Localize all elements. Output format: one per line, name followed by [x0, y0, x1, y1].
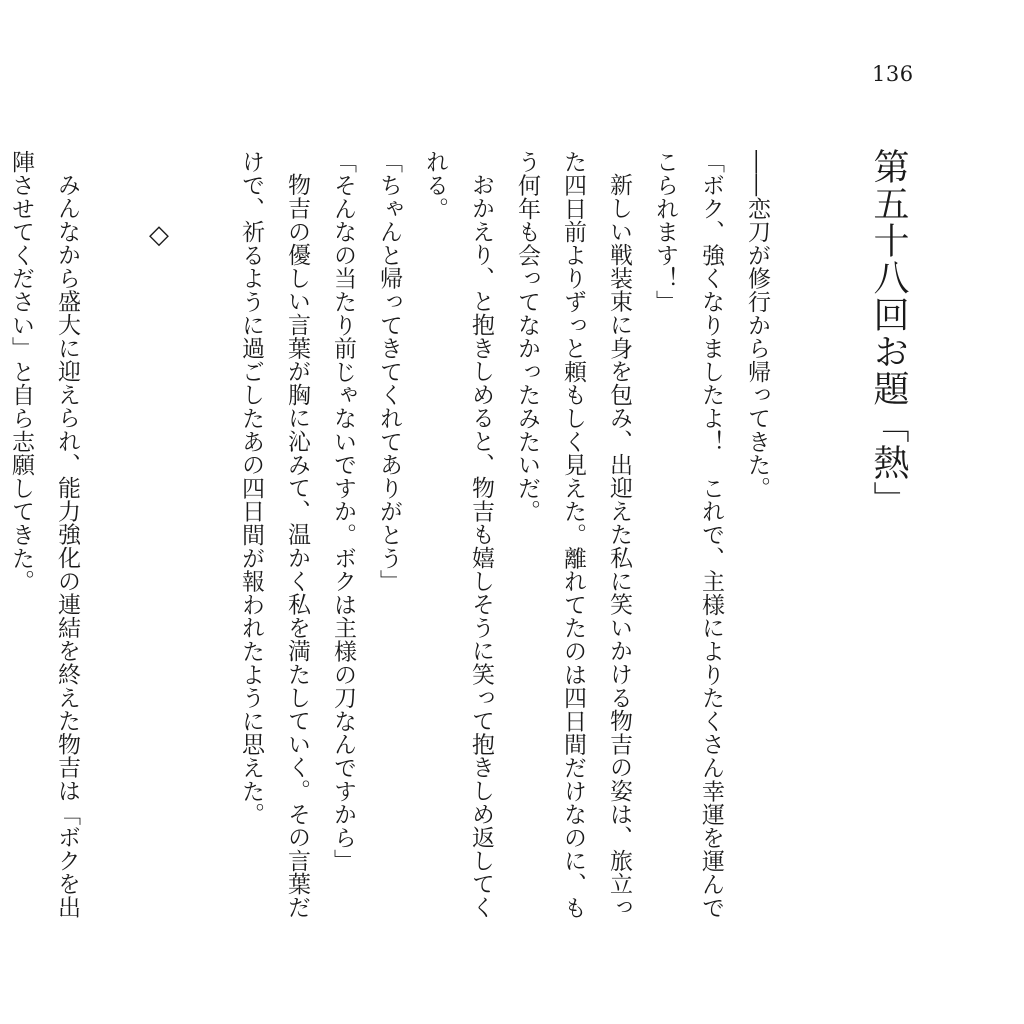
blank-line	[182, 150, 228, 930]
dialogue-line: 「ボク、強くなりましたよ！ これで、主様によりたくさん幸運を運んでこられます！」	[652, 150, 724, 919]
body-text	[8, 150, 780, 930]
dialogue-line: 「そんなの当たり前じゃないですか。ボクは主様の刀なんですから」	[330, 150, 356, 873]
chapter-title: 第五十八回お題「熱」	[868, 148, 909, 518]
blank-line	[90, 150, 136, 930]
paragraph: みんなから盛大に迎えられ、能力強化の連結を終えた物吉は「ボクを出陣させてください」と自ら志願してきた。	[8, 150, 80, 919]
paragraph: おかえり、と抱きしめると、物吉も嬉しそうに笑って抱きしめ返してくれる。	[422, 150, 494, 919]
paragraph: 物吉の優しい言葉が胸に沁みて、温かく私を満たしていく。その言葉だけで、祈るように過ごしたあの四日間が報われたように思えた。	[238, 150, 310, 919]
page-number: 136	[872, 62, 914, 86]
scene-divider: ◇	[144, 220, 174, 251]
dialogue-line: 「ちゃんと帰ってきてくれてありがとう」	[376, 150, 402, 593]
paragraph: 新しい戦装束に身を包み、出迎えた私に笑いかける物吉の姿は、旅立った四日前よりずっと頼もしく見えた。離れてたのは四日間だけなのに、もう何年も会ってなかったみたいだ。	[514, 150, 632, 919]
paragraph: ――恋刀が修行から帰ってきた。	[744, 150, 770, 500]
